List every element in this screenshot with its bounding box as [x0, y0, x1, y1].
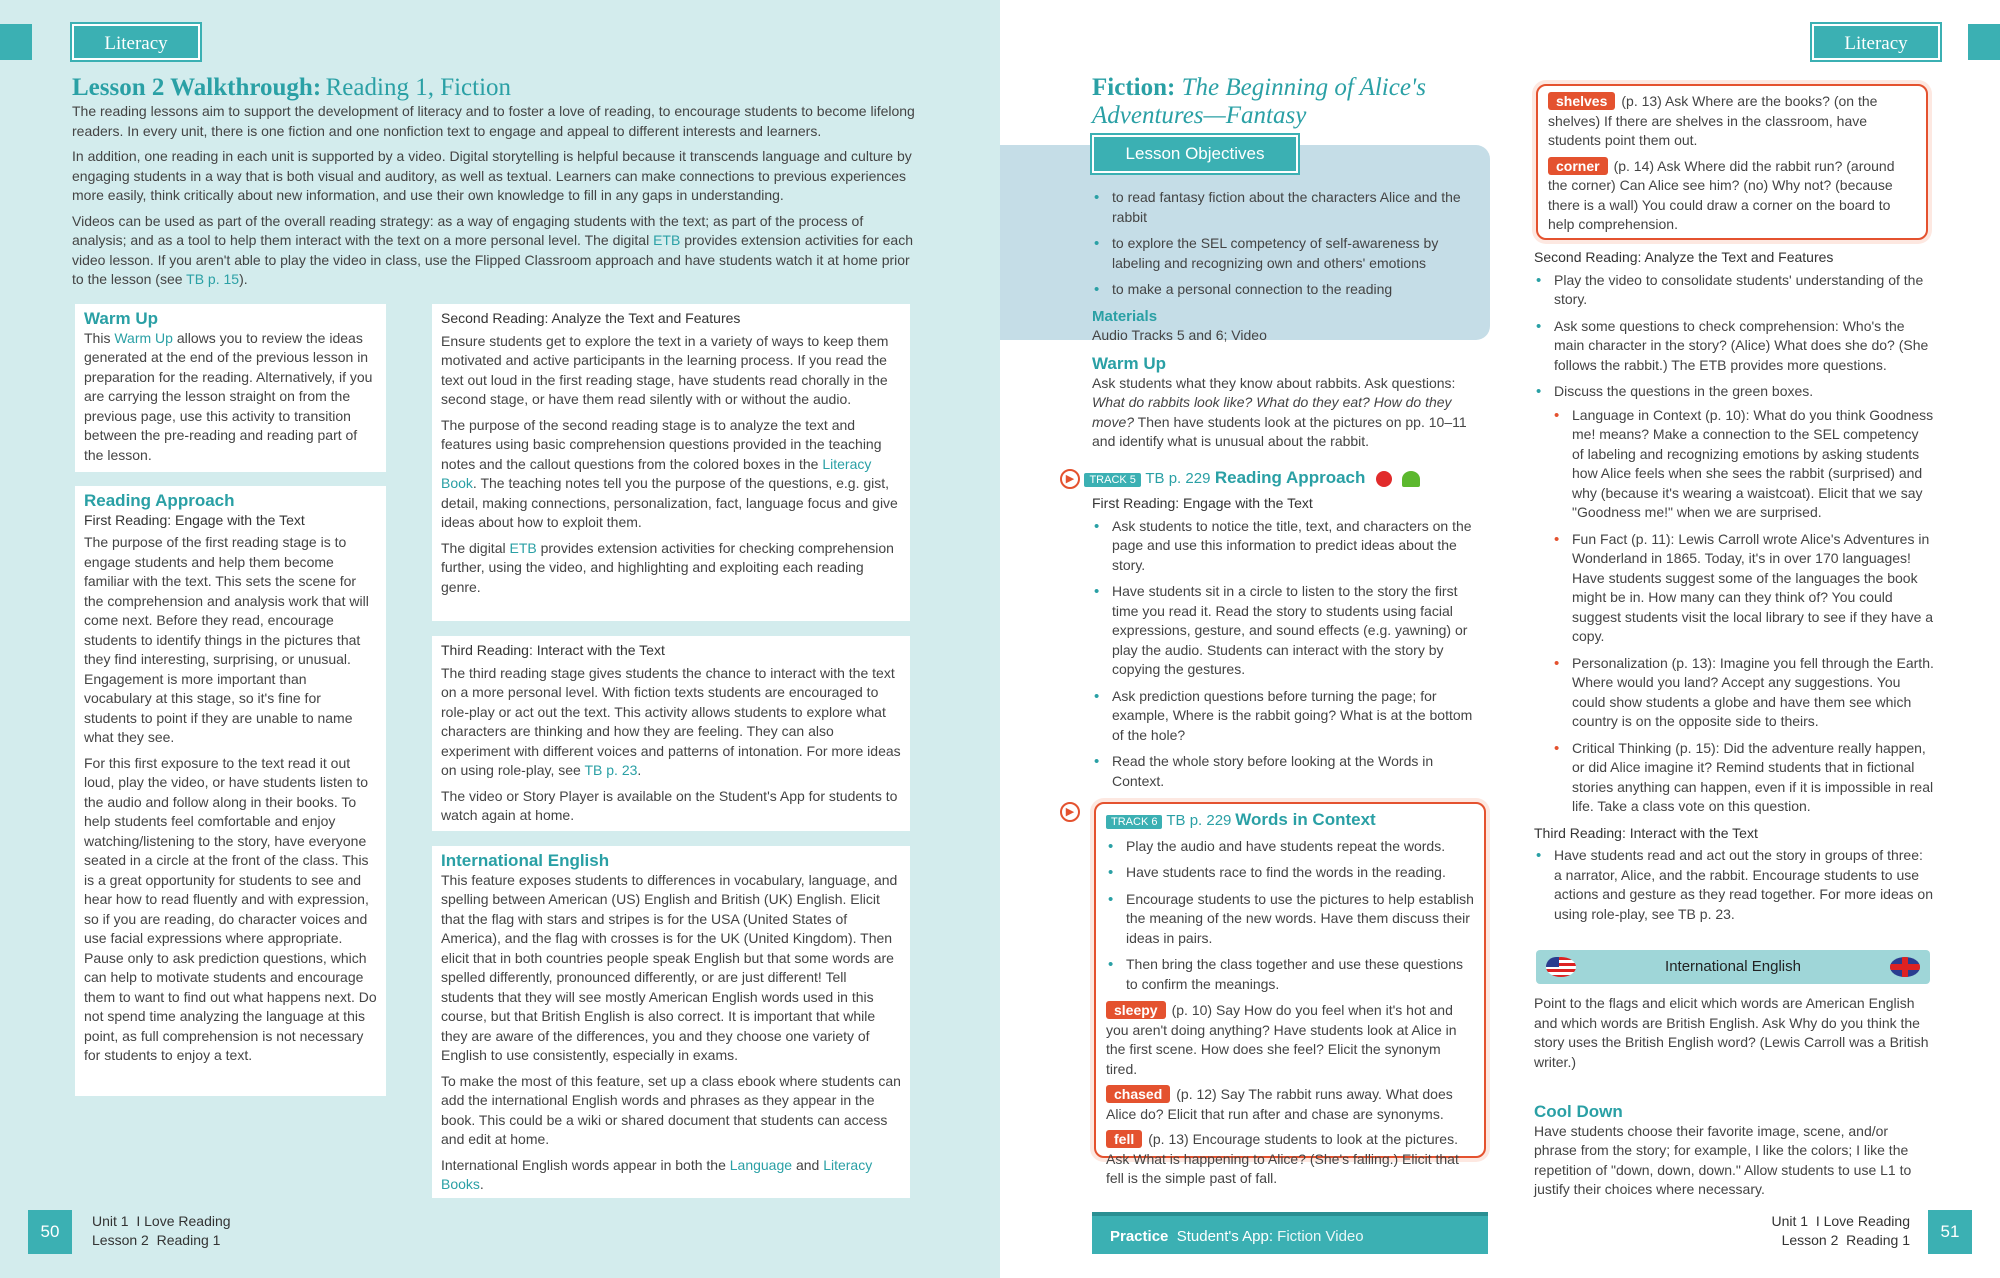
- third-reading-box: [432, 636, 910, 831]
- second-subheading: Second Reading: Analyze the Text and Features: [441, 310, 741, 326]
- vocab-shelves: shelves (p. 13) Ask Where are the books? (on the shelves) If there are shelves in the classroom, have students point them out.: [1548, 93, 1878, 148]
- intl-english-text: Point to the flags and elicit which words are American English and which words are British English. Ask Why do you think the story uses the British English word? (Lewis Carroll was a British writer.): [1534, 995, 1929, 1070]
- second-item: • Play the video to consolidate students' understanding of the story.: [1534, 271, 1934, 310]
- vocab-chased: chased (p. 12) Say The rabbit runs away. What does Alice do? Elicit that run after and chase are synonyms.: [1106, 1086, 1453, 1122]
- tb-ref: TB p. 229: [1166, 812, 1232, 829]
- vocab-fell: fell (p. 13) Encourage students to look at the pictures. Ask What is happening to Alice? (She's falling.) Elicit that fell is the simple past of fall.: [1106, 1131, 1459, 1186]
- practice-item: Fiction Video: [1277, 1228, 1364, 1245]
- track-badge: TRACK 6: [1106, 815, 1162, 829]
- vocab-corner: corner (p. 14) Ask Where did the rabbit run? (around the corner) Can Alice see him? (no) Why not? (because there is a wall) You could draw a corner on the board to help comprehension.: [1548, 157, 1895, 232]
- title-sub: Reading 1, Fiction: [325, 74, 512, 101]
- intro-paragraph-2: In addition, one reading in each unit is supported by a video. Digital storytelling is helpful because it transcends language and culture by engaging students in a way that is both visual and auditory, as well as textual. Learners can make connections to previous experiences more easily, think critically about new information, and use their own knowledge to fill in any gaps in understanding.: [72, 148, 912, 203]
- second-reading-box: [432, 304, 910, 621]
- approach-paragraph-1: The purpose of the first reading stage is to engage students and help them become familiar with the text. This sets the scene for the comprehension and analysis work that will come next. Before they read, encourage students to identify things in the pictures that they find interesting, surprising, or unusual. Engagement is more important than vocabulary at this stage, so it's fine for students to point if they are unable to name what they see.: [84, 534, 369, 745]
- second-paragraph-2: The purpose of the second reading stage is to analyze the text and features using basic comprehension questions provided in the teaching notes and the callout questions from the colored boxes in the Literacy Book. The teaching notes tell you the purpose of the questions, e.g. gist, detail, making connections, personalization, fact, language focus and give ideas about how to exploit them.: [441, 416, 898, 530]
- tab-notch: [0, 24, 32, 60]
- second-item: • Discuss the questions in the green boxes.: [1534, 382, 1934, 402]
- right-column-1: [1092, 354, 1476, 458]
- right-page: [1000, 0, 2000, 1278]
- wic-title: Words in Context: [1235, 810, 1376, 829]
- reading-approach-box: [75, 486, 386, 1096]
- wic-item: • Play the audio and have students repeat the words.: [1106, 837, 1474, 857]
- cool-down-heading: Cool Down: [1534, 1102, 1623, 1121]
- intro-paragraph-3: Videos can be used as part of the overall reading strategy: as a way of engaging students with the text; as part of the process of analysis; and as a tool to help them interact with the text on a more personal level. The digital ETB provides extension activities for each video lesson. If you aren't able to play the video in class, use the Flipped Classroom approach and have students watch it at home prior to the lesson (see TB p. 15).: [72, 212, 913, 287]
- wic-item: • Have students race to find the words in the reading.: [1106, 863, 1474, 883]
- page-title: [1092, 74, 1492, 130]
- us-flag-icon: [1546, 957, 1576, 977]
- approach-heading: Reading Approach: [84, 491, 235, 510]
- cool-down-text: Have students choose their favorite image, scene, and/or phrase from the story; for example, I like the colors; I like the repetition of "down, down, down." Allow students to use L1 to justify their choices where necessary.: [1534, 1122, 1912, 1197]
- green-box-item: • Fun Fact (p. 11): Lewis Carroll wrote Alice's Adventures in Wonderland in 1865. Today, it's in over 170 languages! Have students suggest some of the languages the book might be in. How many can they think of? You could suggest students visit the local library to see if they have a copy.: [1552, 530, 1934, 647]
- objectives: [1092, 188, 1472, 346]
- reading-approach-heading: [1060, 468, 1490, 489]
- second-paragraph-3: The digital ETB provides extension activities for checking comprehension further, using the video, and highlighting and exploiting each reading genre.: [441, 539, 894, 595]
- second-paragraph-1: Ensure students get to explore the text in a variety of ways to keep them motivated and active participants in the learning process. If you read the text out loud in the first reading stage, have students read chorally in the second stage, or have them read silently with or without the audio.: [441, 332, 889, 407]
- materials-text: Audio Tracks 5 and 6; Video: [1092, 327, 1267, 343]
- materials-heading: Materials: [1092, 307, 1158, 325]
- third-list: [1534, 846, 1934, 924]
- wic-heading: [1106, 810, 1474, 833]
- intl-paragraph-2: To make the most of this feature, set up a class ebook where students can add the international English words and phrases as they appear in the book. This could be a wiki or shared document that students can access and edit at home.: [441, 1072, 901, 1147]
- audio-icon[interactable]: ▶: [1060, 802, 1080, 822]
- intl-heading: International English: [441, 851, 610, 870]
- tb-ref: TB p. 229: [1145, 470, 1211, 487]
- wic-item: • Encourage students to use the pictures to help establish the meaning of the new words. Have them discuss their ideas in pairs.: [1106, 890, 1474, 949]
- intro-paragraph-1: The reading lessons aim to support the development of literacy and to foster a love of reading, to encourage students to become lifelong readers. In every unit, there is one fiction and one nonfiction text to engage and appeal to different interests and learners.: [72, 103, 915, 139]
- wic-item: • Then bring the class together and use these questions to confirm the meanings.: [1106, 955, 1474, 994]
- page-title: [72, 74, 912, 102]
- approach-item: • Ask prediction questions before turning the page; for example, Where is the rabbit going? What is at the bottom of the hole?: [1092, 687, 1476, 746]
- title-main: Fiction:: [1092, 74, 1176, 101]
- third-paragraph-2: The video or Story Player is available on the Student's App for students to watch again at home.: [441, 787, 898, 823]
- audio-icon[interactable]: ▶: [1060, 469, 1080, 489]
- warmup-heading: Warm Up: [1092, 354, 1166, 373]
- approach-subheading: First Reading: Engage with the Text: [84, 511, 305, 528]
- track-badge: TRACK 5: [1084, 473, 1140, 487]
- tab-notch: [1968, 24, 2000, 60]
- international-english-box: [432, 846, 910, 1198]
- third-subheading: Third Reading: Interact with the Text: [1534, 824, 1758, 841]
- cool-down: [1534, 1102, 1932, 1200]
- intl-english-banner: [1536, 950, 1930, 984]
- objective-item: • to make a personal connection to the reading: [1092, 280, 1472, 300]
- intl-label: International English: [1665, 958, 1801, 975]
- reader-icon: [1402, 471, 1420, 487]
- third-subheading: Third Reading: Interact with the Text: [441, 642, 665, 658]
- third-paragraph-1: The third reading stage gives students the chance to interact with the text on a more personal level. With fiction texts students are encouraged to role-play or act out the text. This activity allows students to explore what characters are thinking and how they are feeling. They can also experiment with different voices and patterns of intonation. For more ideas on using role-play, see TB p. 23.: [441, 664, 901, 778]
- green-box-list: [1552, 406, 1934, 817]
- approach-heading: Reading Approach: [1214, 468, 1366, 487]
- objectives-label: Lesson Objectives: [1092, 135, 1298, 173]
- approach-paragraph-2: For this first exposure to the text read it out loud, play the video, or have students listen to the audio and follow along in their books. To help students feel comfortable and enjoy watching/listening to the story, have everyone seated in a circle at the front of the class. This is a great opportunity for students to see and hear how to read fluently and with expression, so if you are reading, do character voices and use facial expressions where appropriate. Pause only to ask prediction questions, which can help to motivate students and encourage them to want to find out what happens next. Do not spend time analyzing the language at this point, as full comprehension is not necessary for students to enjoy a text.: [84, 754, 377, 1063]
- footer: Unit 1 I Love Reading Lesson 2 Reading 1: [1771, 1213, 1910, 1248]
- objectives-list: [1092, 188, 1472, 300]
- objective-item: • to explore the SEL competency of self-awareness by labeling and recognizing own and others' emotions: [1092, 234, 1472, 273]
- third-item: • Have students read and act out the story in groups of three: a narrator, Alice, and the rabbit. Encourage students to use actions and gesture as they read together. For more ideas on using role-play, see TB p. 23.: [1534, 846, 1934, 924]
- practice-bar[interactable]: [1092, 1212, 1488, 1254]
- approach-item: • Have students sit in a circle to listen to the story the first time you read it. Read the story to students using facial expressions, gesture, and sound effects (e.g. yawning) or play the audio. Students can interact with the story by copying the gestures.: [1092, 582, 1476, 680]
- second-list: [1534, 271, 1934, 402]
- green-box-item: • Personalization (p. 13): Imagine you fell through the Earth. Where would you land? Accept any suggestions. You could show students a globe and have them see which country is on the opposite side to theirs.: [1552, 654, 1934, 732]
- section-tab: Literacy: [72, 24, 200, 60]
- second-subheading: Second Reading: Analyze the Text and Features: [1534, 249, 1834, 265]
- approach-list: [1092, 517, 1476, 792]
- intro: [72, 102, 917, 296]
- warmup-heading: Warm Up: [84, 309, 158, 328]
- approach-subheading: First Reading: Engage with the Text: [1092, 495, 1313, 511]
- page-number: 51: [1928, 1210, 1972, 1254]
- objective-item: • to read fantasy fiction about the characters Alice and the rabbit: [1092, 188, 1472, 227]
- title-italic: The Beginning of Alice's Adventures—Fantasy: [1092, 74, 1427, 129]
- practice-app: Student's App:: [1176, 1228, 1273, 1245]
- approach-section: [1092, 494, 1476, 798]
- warmup-box: [75, 304, 386, 472]
- warmup-text: This Warm Up allows you to review the ideas generated at the end of the previous lesson in preparation for the reading. Alternatively, if you are carrying the lesson straight on from the previous page, use this activity to transition between the pre-reading and reading part of the lesson.: [84, 329, 373, 463]
- approach-item: • Ask students to notice the title, text, and characters on the page and use this information to predict ideas about the story.: [1092, 517, 1476, 576]
- vocab-sleepy: sleepy (p. 10) Say How do you feel when it's hot and you aren't doing anything? Have students look at Alice in the first scene. How does she feel? Elicit the synonym tired.: [1106, 1002, 1457, 1077]
- practice-label: Practice: [1110, 1228, 1169, 1245]
- page-number: 50: [28, 1210, 72, 1254]
- intl-paragraph-3: International English words appear in both the Language and Literacy Books.: [441, 1156, 873, 1192]
- intl-paragraph-1: This feature exposes students to differences in vocabulary, language, and spelling between American (US) English and British (UK) English. Elicit that the flag with stars and stripes is for the USA (United States of America), and the flag with crosses is for the UK (United Kingdom). Then elicit that in both countries people speak English but that some words are spelled differently, pronounced differently, or are just different! Tell students that they will see mostly American English words used in this course, but that British English is also correct. It is important that while they are aware of the differences, you and they choose one variety of English to use consistently, especially in exams.: [441, 871, 898, 1063]
- uk-flag-icon: [1890, 957, 1920, 977]
- green-box-item: • Critical Thinking (p. 15): Did the adventure really happen, or did Alice imagine it? Remind students that in fictional stories anything can happen, even if it is impossible in real life. Take a class vote on this question.: [1552, 739, 1934, 817]
- vocab-continued-box: [1536, 84, 1928, 240]
- approach-item: • Read the whole story before looking at the Words in Context.: [1092, 752, 1476, 791]
- wic-list: [1106, 837, 1474, 995]
- warmup-text: Ask students what they know about rabbits. Ask questions: What do rabbits look like? What do they eat? How do they move? Then have students look at the pictures on pp. 10–11 and identify what is unusual about the rabbit.: [1092, 374, 1467, 449]
- title-main: Lesson 2 Walkthrough:: [72, 74, 322, 101]
- green-box-item: • Language in Context (p. 10): What do you think Goodness me! means? Make a connection to the SEL competency of labeling and recognizing emotions by asking students how Alice feels when she sees the rabbit (surprised) and why (because it's wearing a waistcoat). Elicit that we say "Goodness me!" when we are surprised.: [1552, 406, 1934, 523]
- section-tab: Literacy: [1812, 24, 1940, 60]
- second-item: • Ask some questions to check comprehension: Who's the main character in the story? (Alice) What does she do? (She follows the rabbit.) The ETB provides more questions.: [1534, 317, 1934, 376]
- right-column-2: [1534, 248, 1934, 931]
- words-in-context-box: [1094, 802, 1486, 1186]
- footer: Unit 1 I Love Reading Lesson 2 Reading 1: [92, 1213, 231, 1248]
- sel-icon: [1376, 471, 1392, 487]
